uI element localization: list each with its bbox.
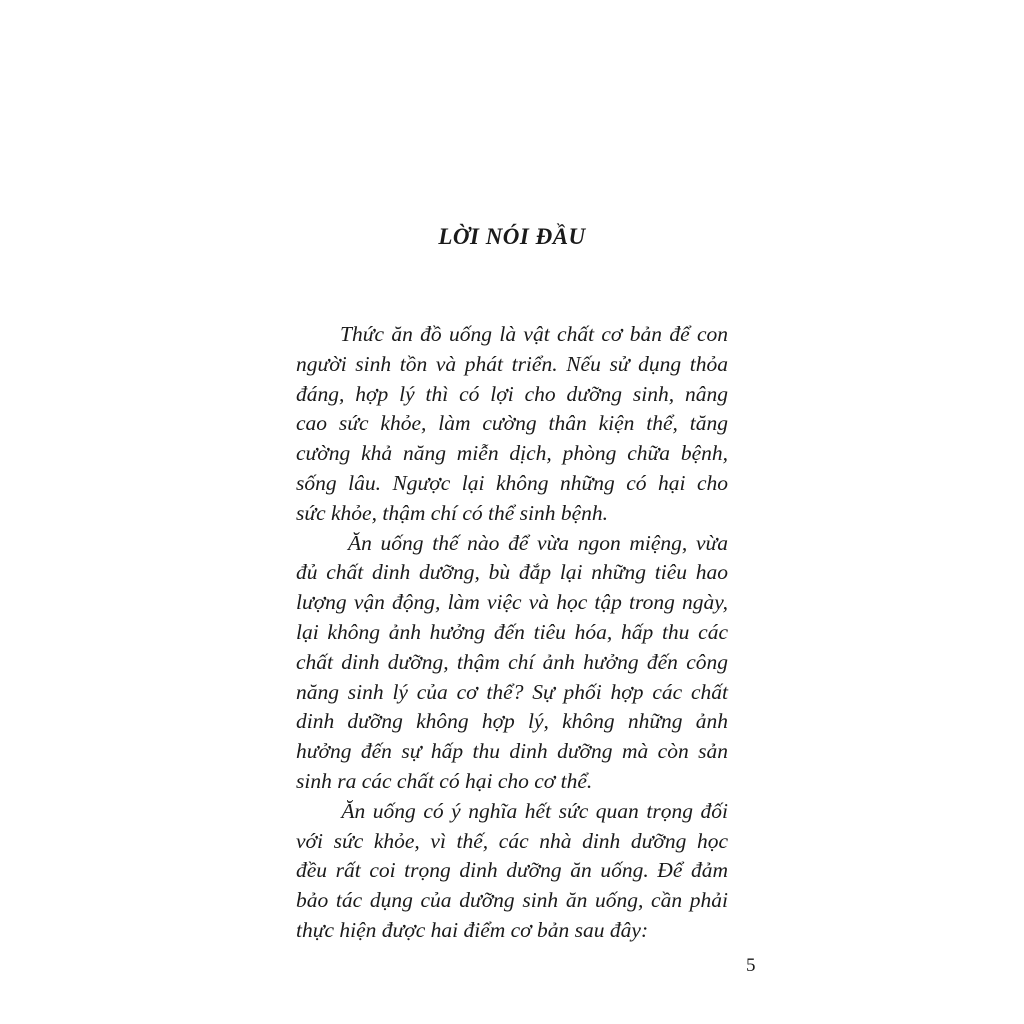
paragraph-2	[296, 529, 728, 797]
text-line: sức khỏe, thậm chí có thể sinh bệnh.	[296, 500, 609, 525]
text-line: Ăn uống thế nào để vừa ngon miệng, vừa	[296, 530, 728, 555]
text-line: lượng vận động, làm việc và học tập trong ngày,	[296, 590, 728, 615]
text-line: hưởng đến sự hấp thu dinh dưỡng mà còn sản	[296, 739, 728, 764]
text-line: đều rất coi trọng dinh dưỡng ăn uống. Để đảm	[296, 858, 728, 883]
text-line: thực hiện được hai điểm cơ bản sau đây:	[296, 917, 649, 942]
paragraph-3	[296, 797, 728, 946]
text-line: với sức khỏe, vì thế, các nhà dinh dưỡng học	[296, 828, 728, 853]
text-line: lại không ảnh hưởng đến tiêu hóa, hấp thu các	[296, 619, 728, 644]
body-text	[296, 320, 728, 946]
page-title: LỜI NÓI ĐẦU	[438, 224, 586, 249]
text-line: sống lâu. Ngược lại không những có hại cho	[296, 470, 728, 495]
text-line: chất dinh dưỡng, thậm chí ảnh hưởng đến công	[296, 649, 728, 674]
paragraph-1	[296, 320, 728, 529]
text-line: năng sinh lý của cơ thể? Sự phối hợp các chất	[296, 679, 728, 704]
text-line: cao sức khỏe, làm cường thân kiện thể, tăng	[296, 411, 728, 436]
text-line: Ăn uống có ý nghĩa hết sức quan trọng đối	[296, 798, 728, 823]
text-line: bảo tác dụng của dưỡng sinh ăn uống, cần phải	[296, 888, 728, 913]
text-line: sinh ra các chất có hại cho cơ thể.	[296, 768, 593, 793]
text-line: đủ chất dinh dưỡng, bù đắp lại những tiêu hao	[296, 560, 728, 585]
text-line: dinh dưỡng không hợp lý, không những ảnh	[296, 709, 728, 734]
text-line: đáng, hợp lý thì có lợi cho dưỡng sinh, nâng	[296, 381, 728, 406]
page-number: 5	[746, 955, 756, 976]
text-line: người sinh tồn và phát triển. Nếu sử dụng thỏa	[296, 351, 728, 376]
text-line: cường khả năng miễn dịch, phòng chữa bệnh,	[296, 441, 728, 466]
text-line: Thức ăn đồ uống là vật chất cơ bản để con	[296, 322, 728, 346]
